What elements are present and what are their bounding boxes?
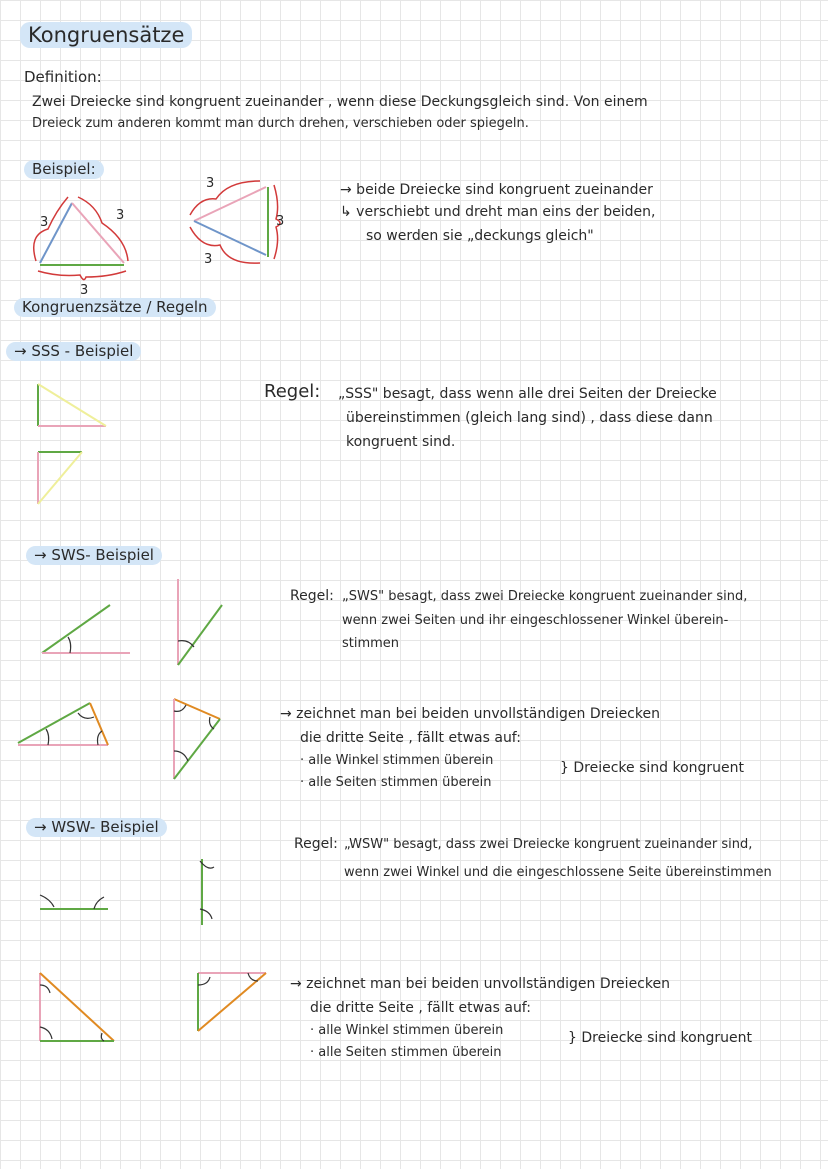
wsw-observation-3: · alle Winkel stimmen überein (310, 1023, 504, 1038)
definition-line-1: Zwei Dreiecke sind kongruent zueinander , wenn diese Deckungsgleich sind. Von einem (32, 94, 648, 110)
side-label-right: 3 (116, 208, 125, 223)
sss-rule-label: Regel: (264, 381, 321, 402)
wsw-rule-label: Regel: (294, 836, 338, 852)
wsw-tri2-arc-1 (198, 977, 210, 985)
sws-tri-green (18, 703, 90, 743)
sws-side-green (42, 605, 110, 653)
sws-tri-arc-3 (78, 713, 94, 718)
sws-observation-3: · alle Winkel stimmen überein (300, 753, 494, 768)
example-note-2: ↳ verschiebt und dreht man eins der beiden, (340, 204, 656, 220)
sws-angle-arc (68, 637, 71, 653)
side-label-bottom: 3 (80, 283, 89, 298)
definition-label: Definition: (24, 68, 102, 86)
wsw-rule-line-2: wenn zwei Winkel und die eingeschlossene Seite übereinstimmen (344, 865, 772, 880)
sws-side-green-2 (178, 605, 222, 665)
sws-rule-label: Regel: (290, 588, 334, 604)
wsw-heading: → WSW- Beispiel (26, 818, 167, 837)
wsw-tri-arc-1 (40, 985, 50, 993)
example-triangle-1 (28, 185, 138, 285)
wsw-tri-orange (40, 973, 114, 1041)
sws-tri-arc-2 (98, 731, 103, 745)
brace-top (190, 181, 260, 215)
definition-line-2: Dreieck zum anderen kommt man durch drehen, verschieben oder spiegeln. (32, 116, 529, 131)
rules-heading: Kongruenzsätze / Regeln (14, 298, 216, 317)
example-note-1: → beide Dreiecke sind kongruent zueinander (340, 182, 653, 198)
triangle-side-pink (194, 187, 266, 221)
sss-side-yellow (38, 384, 106, 426)
sws-tri2-arc-1 (174, 705, 186, 711)
sws-observation-4: · alle Seiten stimmen überein (300, 775, 492, 790)
wsw-observation-1: → zeichnet man bei beiden unvollständigen Dreiecken (290, 976, 670, 992)
wsw-angle-arc-1 (40, 895, 54, 907)
brace-left (34, 197, 68, 261)
side-label-bottom-2: 3 (204, 252, 213, 267)
sws-rule-line-3: stimmen (342, 636, 400, 651)
wsw-rule-line-1: „WSW" besagt, dass zwei Dreiecke kongruent zueinander sind, (344, 837, 753, 852)
triangle-side-blue (40, 203, 72, 263)
wsw-tri-arc-2 (40, 1027, 52, 1039)
sws-heading: → SWS- Beispiel (26, 546, 162, 565)
wsw-angle-arc-2 (94, 897, 104, 909)
wsw-tri-arc-3 (101, 1033, 104, 1041)
wsw-observation-4: · alle Seiten stimmen überein (310, 1045, 502, 1060)
wsw-figure (34, 855, 274, 1045)
example-triangle-2 (180, 175, 290, 275)
wsw-conclusion: } Dreiecke sind kongruent (568, 1030, 753, 1046)
sws-observation-1: → zeichnet man bei beiden unvollständigen Dreiecken (280, 706, 660, 722)
page-title: Kongruensätze (20, 22, 192, 48)
side-label-top: 3 (206, 176, 215, 191)
sws-rule-line-1: „SWS" besagt, dass zwei Dreiecke kongruent zueinander sind, (342, 589, 748, 604)
sss-rule-line-2: übereinstimmen (gleich lang sind) , dass diese dann (346, 410, 713, 426)
brace-right (78, 197, 128, 261)
sss-heading: → SSS - Beispiel (6, 342, 141, 361)
sws-tri-orange (90, 703, 108, 745)
sss-side-yellow-2 (38, 452, 82, 504)
sws-conclusion: } Dreiecke sind kongruent (560, 760, 745, 776)
side-label-left: 3 (40, 215, 49, 230)
example-label: Beispiel: (24, 160, 104, 179)
sws-tri2-orange (174, 699, 220, 719)
sws-observation-2: die dritte Seite , fällt etwas auf: (300, 730, 521, 746)
sws-tri-arc-1 (46, 729, 49, 745)
brace-bottom (190, 227, 260, 263)
sws-tri2-arc-2 (174, 751, 188, 761)
example-note-3: so werden sie „deckungs gleich" (366, 228, 594, 244)
sss-rule-line-1: „SSS" besagt, dass wenn alle drei Seiten der Dreiecke (338, 386, 717, 402)
sss-figure (30, 380, 120, 510)
side-label-right-2: 3 (276, 214, 285, 229)
sws-figure (14, 575, 234, 785)
sws-rule-line-2: wenn zwei Seiten und ihr eingeschlossener Winkel überein- (342, 613, 729, 628)
sss-rule-line-3: kongruent sind. (346, 434, 456, 450)
wsw-observation-2: die dritte Seite , fällt etwas auf: (310, 1000, 531, 1016)
brace-bottom (38, 271, 126, 280)
triangle-side-blue (194, 221, 266, 255)
